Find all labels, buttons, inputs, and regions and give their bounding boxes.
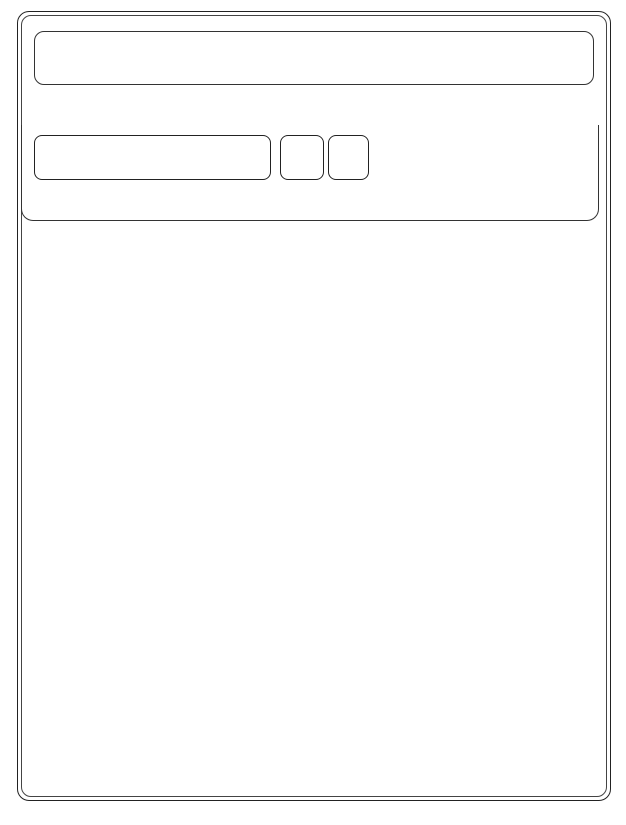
subject-name-box [34,135,271,180]
medium-code-box [328,135,369,180]
subject-code-box [280,135,324,180]
banner-watermark [35,32,593,84]
department-banner [34,31,594,85]
